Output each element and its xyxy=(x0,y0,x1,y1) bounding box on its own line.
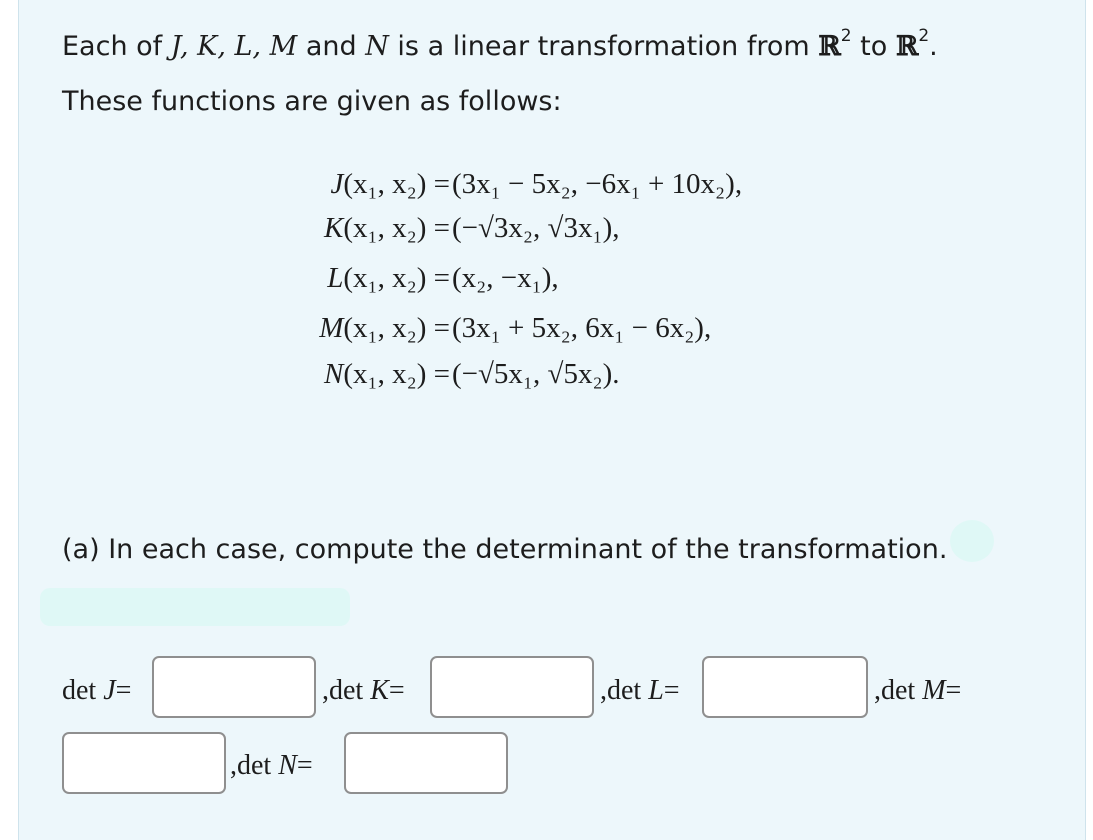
dimension-superscript: 2 xyxy=(918,26,930,46)
equation-rhs: (3x₁ + 5x₂, 6x₁ − 6x₂), xyxy=(452,312,712,344)
det-label-text: det xyxy=(62,675,104,706)
function-args: (x₁, x₂) = xyxy=(343,312,450,344)
real-numbers-symbol: ℝ xyxy=(818,31,841,62)
equation-lhs xyxy=(319,312,450,345)
equation-j xyxy=(270,168,743,204)
function-name: K xyxy=(324,212,344,244)
equation-rhs: (x₂, −x₁), xyxy=(452,262,559,294)
det-label-var: K xyxy=(370,675,389,706)
det-l-label xyxy=(600,675,680,707)
intro-text: is a linear transformation from xyxy=(388,31,819,62)
det-n-label xyxy=(230,750,313,782)
function-name: N xyxy=(324,358,344,390)
transformation-name-n: N xyxy=(365,31,389,62)
intro-line-1 xyxy=(62,26,938,62)
det-label-text: ,det xyxy=(874,675,923,706)
dimension-superscript: 2 xyxy=(840,26,852,46)
function-name: L xyxy=(327,262,344,294)
function-name: J xyxy=(330,168,344,200)
det-label-var: J xyxy=(103,675,116,706)
det-k-input[interactable] xyxy=(430,656,594,718)
highlight-smudge xyxy=(950,520,994,562)
det-label-text: ,det xyxy=(322,675,371,706)
det-n-input[interactable] xyxy=(344,732,508,794)
equation-m xyxy=(270,312,712,348)
equation-rhs: (3x₁ − 5x₂, −6x₁ + 10x₂), xyxy=(452,168,743,200)
function-args: (x₁, x₂) = xyxy=(343,358,450,390)
transformation-names: J, K, L, M xyxy=(170,31,298,62)
equation-lhs xyxy=(324,358,450,391)
equation-lhs xyxy=(324,212,450,245)
det-label-text: ,det xyxy=(600,675,649,706)
equation-lhs xyxy=(327,262,450,295)
function-args: (x₁, x₂) = xyxy=(343,212,450,244)
function-args: (x₁, x₂) = xyxy=(343,168,450,200)
det-l-input[interactable] xyxy=(702,656,868,718)
function-name: M xyxy=(319,312,344,344)
det-label-var: M xyxy=(922,675,946,706)
equation-l xyxy=(270,262,559,298)
det-m-input[interactable] xyxy=(62,732,226,794)
highlight-smudge xyxy=(40,588,350,626)
det-label-eq: = xyxy=(388,675,405,706)
intro-text: and xyxy=(297,31,366,62)
part-a-instruction: (a) In each case, compute the determinant of the transformation. xyxy=(62,534,948,565)
det-j-label xyxy=(62,675,131,707)
equation-rhs: (−√5x₁, √5x₂). xyxy=(452,358,620,390)
equation-rhs: (−√3x₂, √3x₁), xyxy=(452,212,620,244)
det-m-label xyxy=(874,675,961,707)
equation-lhs xyxy=(330,168,450,201)
equation-n xyxy=(270,358,620,394)
intro-text: . xyxy=(929,31,938,62)
equation-k xyxy=(270,212,620,248)
det-label-eq: = xyxy=(115,675,132,706)
det-label-eq: = xyxy=(945,675,962,706)
det-j-input[interactable] xyxy=(152,656,316,718)
intro-text: Each of xyxy=(62,31,171,62)
det-label-eq: = xyxy=(663,675,680,706)
real-numbers-symbol: ℝ xyxy=(895,31,919,62)
det-k-label xyxy=(322,675,405,707)
intro-text: to xyxy=(851,31,896,62)
det-label-eq: = xyxy=(296,750,313,781)
function-args: (x₁, x₂) = xyxy=(343,262,450,294)
det-label-var: N xyxy=(278,750,297,781)
det-label-text: ,det xyxy=(230,750,279,781)
intro-line-2: These functions are given as follows: xyxy=(62,86,562,117)
det-label-var: L xyxy=(648,675,664,706)
